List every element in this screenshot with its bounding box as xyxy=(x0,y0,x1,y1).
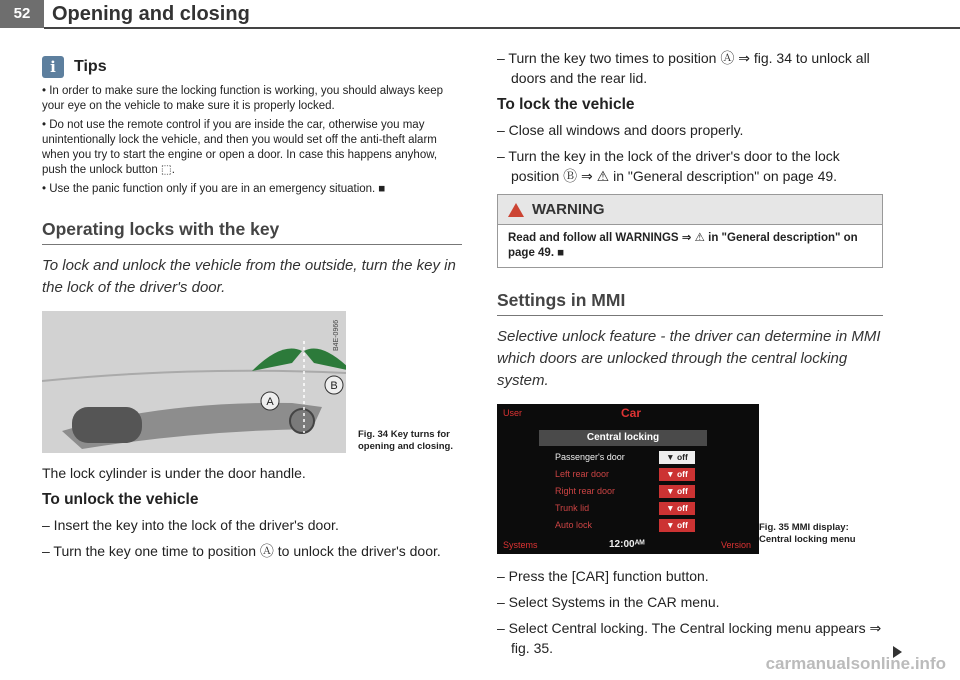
page-header-title: Opening and closing xyxy=(52,3,250,25)
mmi-display xyxy=(497,404,759,554)
warning-heading xyxy=(498,195,882,225)
mmi-row-label: Trunk lid xyxy=(555,503,590,513)
mmi-version-label: Version xyxy=(720,540,751,550)
label-a: A xyxy=(266,396,274,408)
section-intro-mmi: Selective unlock feature - the driver can determine in MMI which doors are unlocked through the central locking system. xyxy=(497,328,881,389)
info-icon: i xyxy=(42,56,64,78)
mmi-step: – Press the [CAR] function button. xyxy=(497,568,709,584)
mmi-row-label: Passenger's door xyxy=(555,452,625,462)
unlock-step: – Turn the key one time to position Ⓐ to unlock the driver's door. xyxy=(42,543,441,559)
warning-body: Read and follow all WARNINGS ⇒ ⚠ in "General description" on page 49. ■ xyxy=(508,232,858,259)
warning-icon xyxy=(508,203,524,217)
unlock-step: – Turn the key two times to position Ⓐ ⇒ fig. 34 to unlock all doors and the rear lid. xyxy=(497,50,870,86)
mmi-row-value: ▼ off xyxy=(659,468,695,481)
figure-34-caption: Fig. 34 Key turns for opening and closing. xyxy=(358,429,453,452)
page-number: 52 xyxy=(0,0,44,28)
watermark: carmanualsonline.info xyxy=(765,654,946,673)
figure-34 xyxy=(42,311,462,453)
mmi-systems-label: Systems xyxy=(503,540,538,550)
section-title-mmi: Settings in MMI xyxy=(497,290,883,316)
unlock-step: – Insert the key into the lock of the driver's door. xyxy=(42,517,339,533)
tip-item: • Do not use the remote control if you are inside the car, otherwise you may unintentionally lock the vehicle, and then you would set off the anti-theft alarm when you try to start the engine or open a door. In case this happens anyhow, push the unlock button ⬚. xyxy=(42,119,438,176)
mmi-menu-title: Central locking xyxy=(539,430,707,446)
warning-title: WARNING xyxy=(532,201,605,218)
left-column xyxy=(42,48,462,567)
mmi-row-value: ▼ off xyxy=(659,451,695,464)
label-b: B xyxy=(330,380,338,392)
mmi-time: 12:00ᴬᴹ xyxy=(609,539,645,550)
tip-item: • Use the panic function only if you are in an emergency situation. ■ xyxy=(42,183,386,195)
section-title-locks: Operating locks with the key xyxy=(42,219,462,245)
body-text: The lock cylinder is under the door handle. xyxy=(42,465,306,481)
mmi-row-label: Left rear door xyxy=(555,469,610,479)
section-intro-locks: To lock and unlock the vehicle from the outside, turn the key in the lock of the driver's door. xyxy=(42,257,456,296)
figure-35 xyxy=(497,404,883,554)
figure-code: B4E-0966 xyxy=(333,319,340,351)
door-handle-illustration xyxy=(42,311,346,453)
lock-heading: To lock the vehicle xyxy=(497,96,635,113)
mmi-step: – Select Central locking. The Central locking menu appears ⇒ fig. 35. xyxy=(497,620,882,656)
mmi-step: – Select Systems in the CAR menu. xyxy=(497,594,720,610)
right-column xyxy=(497,48,883,664)
tips-label: Tips xyxy=(74,58,107,75)
lock-step: – Turn the key in the lock of the driver's door to the lock position Ⓑ ⇒ ⚠ in "General description" on page 49. xyxy=(497,148,840,184)
mmi-row-value: ▼ off xyxy=(659,485,695,498)
mmi-row-label: Right rear door xyxy=(555,486,616,496)
unlock-heading: To unlock the vehicle xyxy=(42,491,199,508)
warning-box xyxy=(497,194,883,268)
header-rule xyxy=(44,27,960,29)
mmi-row-value: ▼ off xyxy=(659,502,695,515)
tips-heading xyxy=(42,56,462,78)
mmi-user-label: User xyxy=(503,408,523,418)
lock-step: – Close all windows and doors properly. xyxy=(497,122,744,138)
door-handle-photo xyxy=(42,311,346,453)
tip-item: • In order to make sure the locking function is working, you should always keep your eye on the vehicle to make sure it is properly locked. xyxy=(42,85,443,112)
mmi-car-label: Car xyxy=(621,406,642,420)
mmi-row-label: Auto lock xyxy=(555,520,593,530)
mmi-row-value: ▼ off xyxy=(659,519,695,532)
figure-35-caption: Fig. 35 MMI display: Central locking menu xyxy=(759,522,856,545)
